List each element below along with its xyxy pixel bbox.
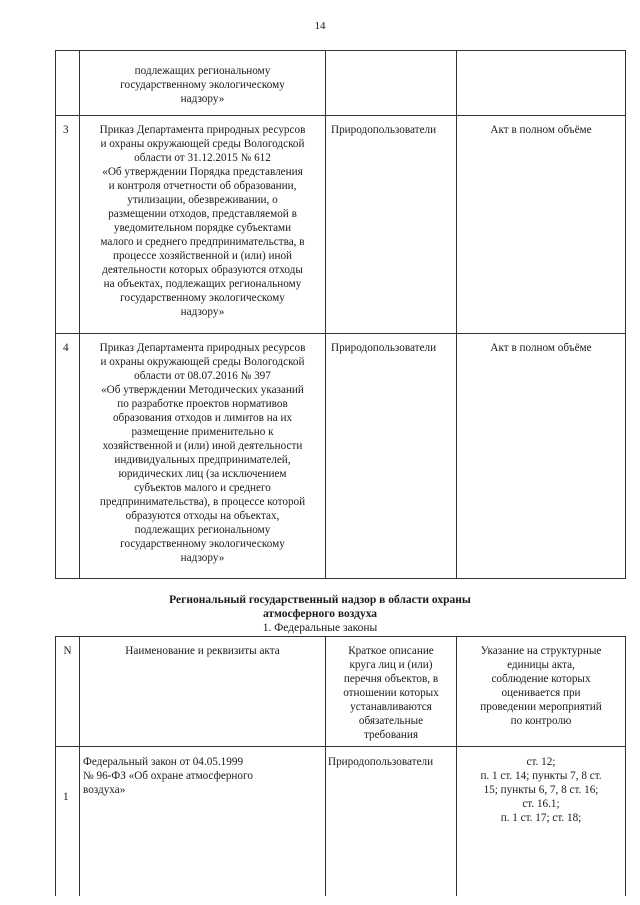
table2-row-1-number: 1 <box>63 791 69 803</box>
section-title-line-1: Региональный государственный надзор в области охраны <box>169 594 471 606</box>
section-title-line-2: атмосферного воздуха <box>262 608 378 620</box>
row-3-act-name: Приказ Департамента природных ресурсов и охраны окружающей среды Вологодской области от 31.12.2015 № 612 «Об утверждении Порядка представления и контроля отчетности об образовании, утилизации, обезвреживании, о размещении отходов, представляемой в уведомительном порядке субъектами малого и среднего предпринимательства, в процессе хозяйственной и (или) иной деятельности которых образуются отходы на объектах, подлежащих региональному государственному экологическому надзору» <box>99 124 306 318</box>
row-4-act-name: Приказ Департамента природных ресурсов и охраны окружающей среды Вологодской области от 08.07.2016 № 397 «Об утверждении Методических указаний по разработке проектов нормативов образования отходов и лимитов на их размещение применительно к хозяйственной и (или) иной деятельности индивидуальных предпринимателей, юридических лиц (за исключением субъектов малого и среднего предпринимательства), в процессе которой образуются отходы на объектах, подлежащих региональному государственному экологическому надзору» <box>99 342 306 564</box>
header-number: N <box>63 645 72 657</box>
row-4-subjects: Природопользователи <box>331 342 437 354</box>
header-description: Краткое описание круга лиц и (или) перечня объектов, в отношении которых устанавливаются обязательные требования <box>343 645 439 741</box>
row-3-number: 3 <box>63 124 69 136</box>
page-number: 14 <box>314 20 326 32</box>
table2-row-1-structural-units: ст. 12; п. 1 ст. 14; пункты 7, 8 ст. 15; пункты 6, 7, 8 ст. 16; ст. 16.1; п. 1 ст. 17; ст. 18; <box>480 756 602 824</box>
row-3-subjects: Природопользователи <box>331 124 437 136</box>
table-row-continuation-name: подлежащих региональному государственному экологическому надзору» <box>120 65 285 105</box>
row-4-number: 4 <box>63 342 69 354</box>
row-4-scope: Акт в полном объёме <box>490 342 592 354</box>
table2-row-1-act-name: Федеральный закон от 04.05.1999 № 96-ФЗ «Об охране атмосферного воздуха» <box>83 756 253 796</box>
header-act-name: Наименование и реквизиты акта <box>125 645 280 657</box>
header-structural-units: Указание на структурные единицы акта, соблюдение которых оценивается при проведении мероприятий по контролю <box>480 645 602 727</box>
table2-row-1-subjects: Природопользователи <box>328 756 434 768</box>
row-3-scope: Акт в полном объёме <box>490 124 592 136</box>
section-subtitle: 1. Федеральные законы <box>262 622 378 634</box>
